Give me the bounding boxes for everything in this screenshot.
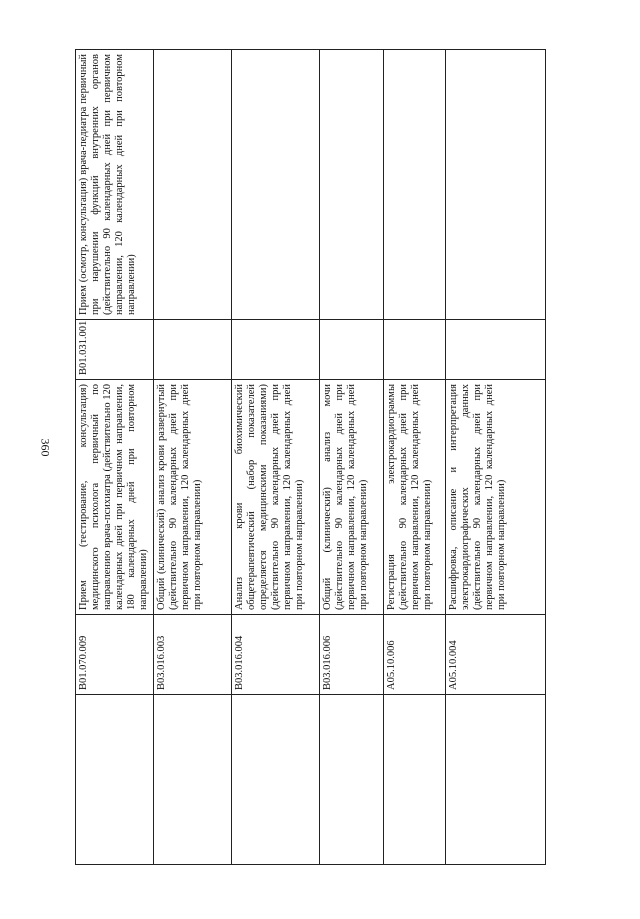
empty-cell — [446, 695, 546, 865]
service-name: Регистрация электрокардиограммы (действительно 90 календарных дней при первичном направлении, 120 календарных дней при повторном направлении) — [384, 380, 446, 615]
services-table — [75, 49, 546, 865]
empty-cell — [232, 695, 320, 865]
table-row — [232, 50, 320, 865]
table-row — [446, 50, 546, 865]
service-code: B03.016.003 — [154, 615, 232, 695]
empty-cell — [154, 695, 232, 865]
service-description — [154, 50, 232, 320]
service-name: Прием (тестирование, консультация) медицинского психолога первичный по направлению врача-психиатра (действительно 120 календарных дней при первичном направлении, 180 календарных дней при повторном направлении) — [76, 380, 154, 615]
table-row — [320, 50, 384, 865]
service-code-2 — [154, 320, 232, 380]
service-name: Общий (клинический) анализ мочи (действительно 90 календарных дней при первичном направлении, 120 календарных дней при повторном направлении) — [320, 380, 384, 615]
service-code-2 — [384, 320, 446, 380]
service-code-2 — [320, 320, 384, 380]
service-description: Прием (осмотр, консультация) врача-педиатра первичный при нарушении функций внутренних органов (действительно 90 календарных дней при первичном направлении, 120 календарных дней при повторном направлении) — [76, 50, 154, 320]
service-name: Расшифровка, описание и интерпретация электрокардиографических данных (действительно 90 календарных дней при первичном направлении, 120 календарных дней при повторном направлении) — [446, 380, 546, 615]
service-code: B03.016.006 — [320, 615, 384, 695]
service-description — [446, 50, 546, 320]
service-code: A05.10.004 — [446, 615, 546, 695]
service-code: B03.016.004 — [232, 615, 320, 695]
service-description — [320, 50, 384, 320]
service-name: Общий (клинический) анализ крови развернутый (действительно 90 календарных дней при первичном направлении, 120 календарных дней при повторном направлении) — [154, 380, 232, 615]
service-code: A05.10.006 — [384, 615, 446, 695]
service-name: Анализ крови биохимический общетерапевтический (набор показателей определяется медицинскими показаниями) (действительно 90 календарных дней при первичном направлении, 120 календарных дней при повторном направлении) — [232, 380, 320, 615]
service-code-2: B01.031.001 — [76, 320, 154, 380]
table-row — [384, 50, 446, 865]
service-code-2 — [232, 320, 320, 380]
empty-cell — [320, 695, 384, 865]
empty-cell — [76, 695, 154, 865]
service-description — [384, 50, 446, 320]
empty-cell — [384, 695, 446, 865]
rotated-table-wrapper — [75, 50, 545, 865]
service-description — [232, 50, 320, 320]
service-code: B01.070.009 — [76, 615, 154, 695]
table-row — [154, 50, 232, 865]
service-code-2 — [446, 320, 546, 380]
page-number: 360 — [38, 438, 53, 457]
table-row — [76, 50, 154, 865]
